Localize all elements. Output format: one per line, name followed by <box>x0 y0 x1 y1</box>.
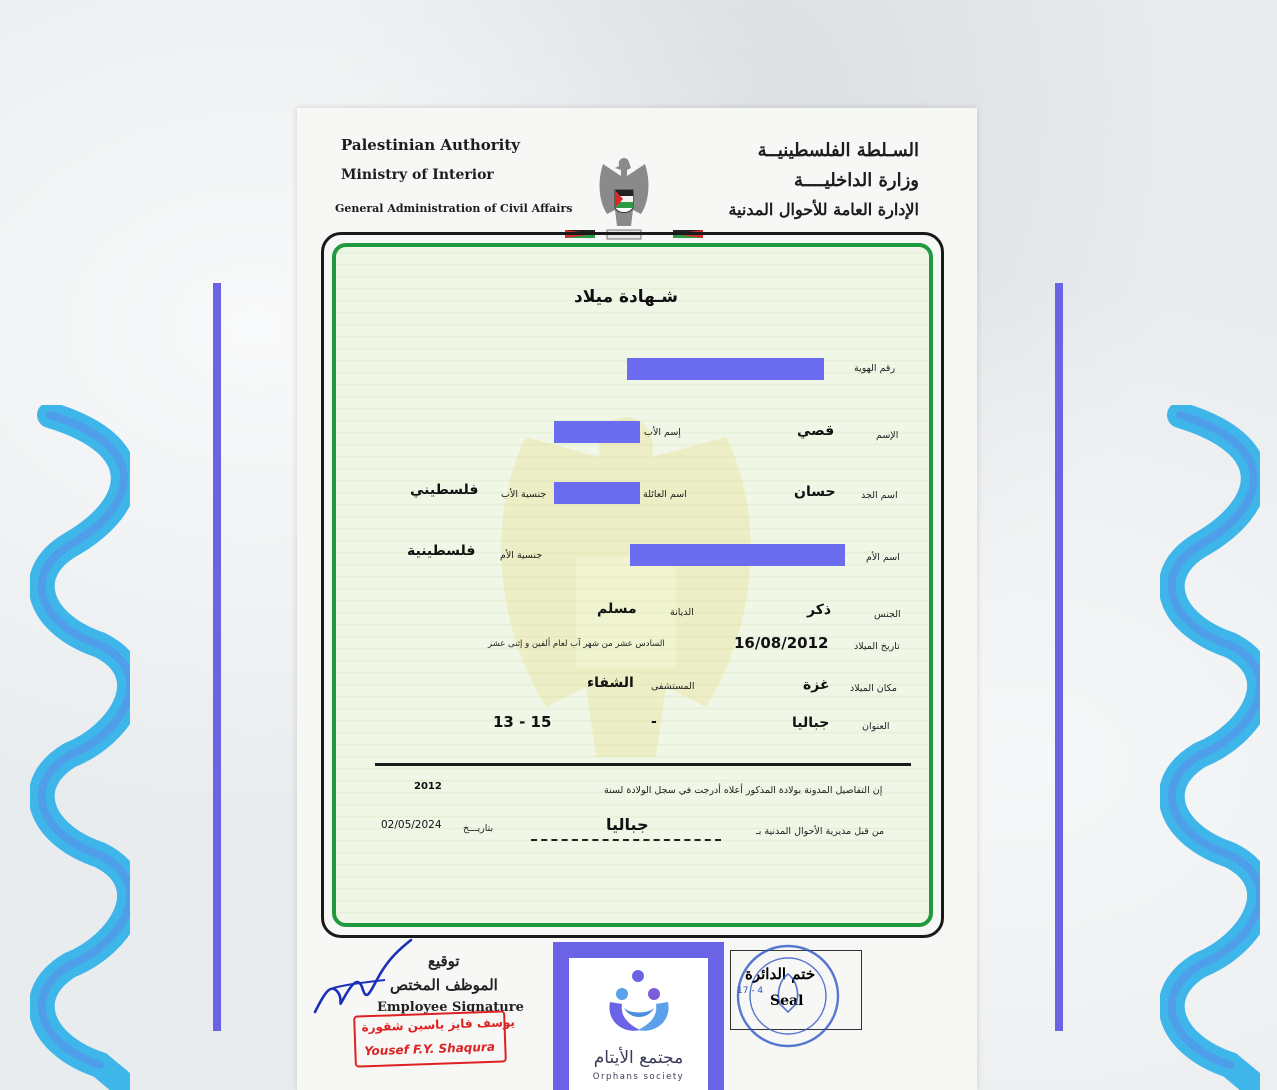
hospital-label: المستشفى <box>651 681 695 692</box>
header-en-authority: Palestinian Authority <box>341 136 520 154</box>
address-label: العنوان <box>862 721 890 732</box>
official-seal-stamp-icon <box>732 940 844 1052</box>
id-number-label: رقم الهوية <box>854 363 896 374</box>
stamp-name-ar: يوسف فايز ياسين شقورة <box>361 1015 516 1035</box>
directorate-underline <box>531 839 721 841</box>
father-nationality-label: جنسية الأب <box>501 489 547 500</box>
directorate-label: من قبل مديرية الأحوال المدنية بـ <box>756 826 885 837</box>
mother-nationality-label: جنسية الأم <box>500 550 543 561</box>
mother-name-redaction <box>630 544 845 566</box>
birthplace-label: مكان الميلاد <box>850 683 898 694</box>
issue-date-value: 02/05/2024 <box>381 819 442 831</box>
father-nationality-value: فلسطيني <box>410 482 479 498</box>
address-number: 15 - 13 <box>493 713 552 731</box>
header-en-administration: General Administration of Civil Affairs <box>335 202 573 215</box>
mother-name-label: اسم الأم <box>866 552 900 563</box>
seal-label-en: Seal <box>770 993 804 1009</box>
signature-ar-line2: الموظف المختص <box>390 976 498 994</box>
certificate-title: شـهادة ميلاد <box>574 287 678 307</box>
right-wave-decoration <box>1160 405 1260 1090</box>
issue-date-label: بتاريـــخ <box>463 823 494 834</box>
header-ar-administration: الإدارة العامة للأحوال المدنية <box>728 200 919 219</box>
signature-en-label: Employee Signature <box>377 1000 524 1015</box>
gender-label: الجنس <box>874 609 901 620</box>
hospital-value: الشفاء <box>587 675 634 691</box>
orphans-society-logo <box>569 958 708 1090</box>
grandfather-label: اسم الجد <box>861 490 898 501</box>
mother-nationality-value: فلسطينية <box>407 543 476 559</box>
header-ar-ministry: وزارة الداخليــــة <box>794 170 919 191</box>
orphans-society-logo-frame <box>553 942 724 1090</box>
divider-line <box>375 763 911 766</box>
header-ar-authority: السـلطة الفلسطينيــة <box>757 140 919 161</box>
name-label: الإسم <box>876 430 899 441</box>
father-name-redaction <box>554 421 640 443</box>
registry-year: 2012 <box>414 781 442 792</box>
address-dash: - <box>651 714 657 730</box>
religion-label: الديانة <box>670 607 694 618</box>
family-name-redaction <box>554 482 640 504</box>
dob-value: 16/08/2012 <box>734 634 829 652</box>
logo-name-ar: مجتمع الأيتام <box>593 1048 684 1068</box>
religion-value: مسلم <box>597 601 637 617</box>
birthplace-value: غزة <box>803 677 830 693</box>
family-name-label: اسم العائلة <box>643 489 687 500</box>
signature-ar-line1: توقيع <box>428 952 460 970</box>
header-en-ministry: Ministry of Interior <box>341 167 494 183</box>
grandfather-value: حسان <box>794 484 836 500</box>
seal-label-ar: ختم الدائرة <box>745 965 816 983</box>
father-name-label: إسم الأب <box>644 427 681 438</box>
id-number-redaction <box>627 358 824 380</box>
certificate-body <box>332 243 933 927</box>
logo-name-en: Orphans society <box>592 1072 685 1082</box>
name-value: قصي <box>797 423 835 439</box>
gender-value: ذكر <box>807 602 832 618</box>
right-accent-bar <box>1055 283 1063 1031</box>
dob-in-words: السادس عشر من شهر آب لعام ألفين و إثنى عشر <box>488 639 665 649</box>
stamp-name-en: Yousef F.Y. Shaqura <box>364 1039 496 1059</box>
certificate-frame <box>321 232 944 938</box>
family-hands-logo-icon <box>602 968 676 1040</box>
address-value: جباليا <box>792 715 830 731</box>
employee-name-stamp <box>353 1010 516 1067</box>
directorate-value: جباليا <box>606 815 649 834</box>
registry-statement: إن التفاصيل المدونة بولادة المذكور أعلاه أدرجت في سجل الولادة لسنة <box>604 785 883 796</box>
left-wave-decoration <box>30 405 130 1090</box>
left-accent-bar <box>213 283 221 1031</box>
seal-stamp-number: 17 - 4 <box>737 986 764 996</box>
dob-label: تاريخ الميلاد <box>854 641 900 652</box>
